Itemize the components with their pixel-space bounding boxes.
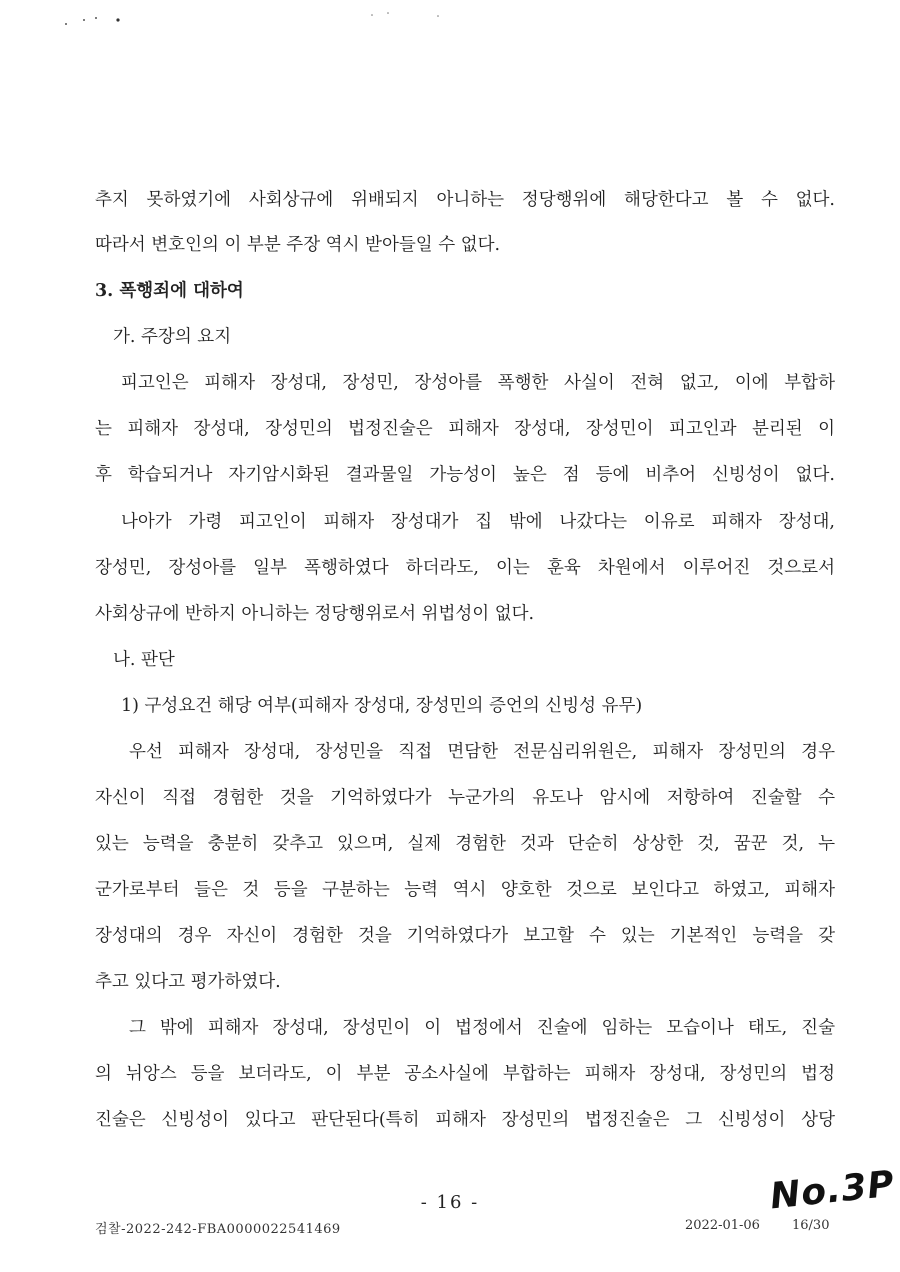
body-line: 추고 있다고 평가하였다. bbox=[95, 972, 281, 992]
body-line: 군가로부터 들은 것 등을 구분하는 능력 역시 양호한 것으로 보인다고 하였고, 피해자 bbox=[95, 880, 835, 900]
body-line: 나아가 가령 피고인이 피해자 장성대가 집 밖에 나갔다는 이유로 피해자 장성대, bbox=[121, 512, 835, 532]
page-number: - 16 - bbox=[420, 1192, 480, 1213]
body-line: 진술은 신빙성이 있다고 판단된다(특히 피해자 장성민의 법정진술은 그 신빙성이 상당 bbox=[95, 1110, 835, 1130]
subsubsection-heading: 1) 구성요건 해당 여부(피해자 장성대, 장성민의 증언의 신빙성 유무) bbox=[121, 696, 643, 716]
body-line: 따라서 변호인의 이 부분 주장 역시 받아들일 수 없다. bbox=[95, 235, 501, 255]
subsection-heading: 가. 주장의 요지 bbox=[113, 327, 232, 347]
footer-document-id: 검찰-2022-242-FBA0000022541469 bbox=[95, 1222, 341, 1237]
body-line: 우선 피해자 장성대, 장성민을 직접 면담한 전문심리위원은, 피해자 장성민의 경우 bbox=[129, 742, 835, 762]
body-line: 있는 능력을 충분히 갖추고 있으며, 실제 경험한 것과 단순히 상상한 것, 꿈꾼 것, 누 bbox=[95, 834, 835, 854]
section-heading: 3. 폭행죄에 대하여 bbox=[95, 281, 244, 301]
footer-page-count: 16/30 bbox=[792, 1218, 830, 1233]
scan-specks bbox=[0, 0, 900, 40]
body-line: 추지 못하였기에 사회상규에 위배되지 아니하는 정당행위에 해당한다고 볼 수 없다. bbox=[95, 190, 835, 210]
body-line: 자신이 직접 경험한 것을 기억하였다가 누군가의 유도나 암시에 저항하여 진술할 수 bbox=[95, 788, 835, 808]
body-line: 의 뉘앙스 등을 보더라도, 이 부분 공소사실에 부합하는 피해자 장성대, 장성민의 법정 bbox=[95, 1064, 835, 1084]
body-line: 사회상규에 반하지 아니하는 정당행위로서 위법성이 없다. bbox=[95, 604, 535, 624]
body-line: 는 피해자 장성대, 장성민의 법정진술은 피해자 장성대, 장성민이 피고인과 분리된 이 bbox=[95, 419, 835, 439]
footer-date: 2022-01-06 bbox=[685, 1218, 760, 1233]
body-line: 장성민, 장성아를 일부 폭행하였다 하더라도, 이는 훈육 차원에서 이루어진 것으로서 bbox=[95, 558, 835, 578]
subsection-heading: 나. 판단 bbox=[113, 650, 175, 670]
body-line: 장성대의 경우 자신이 경험한 것을 기억하였다가 보고할 수 있는 기본적인 능력을 갖 bbox=[95, 926, 835, 946]
body-line: 피고인은 피해자 장성대, 장성민, 장성아를 폭행한 사실이 전혀 없고, 이에 부합하 bbox=[121, 373, 835, 393]
handwritten-page-note: No.3P bbox=[768, 1163, 897, 1218]
body-line: 후 학습되거나 자기암시화된 결과물일 가능성이 높은 점 등에 비추어 신빙성이 없다. bbox=[95, 465, 835, 485]
body-line: 그 밖에 피해자 장성대, 장성민이 이 법정에서 진술에 임하는 모습이나 태도, 진술 bbox=[129, 1018, 835, 1038]
